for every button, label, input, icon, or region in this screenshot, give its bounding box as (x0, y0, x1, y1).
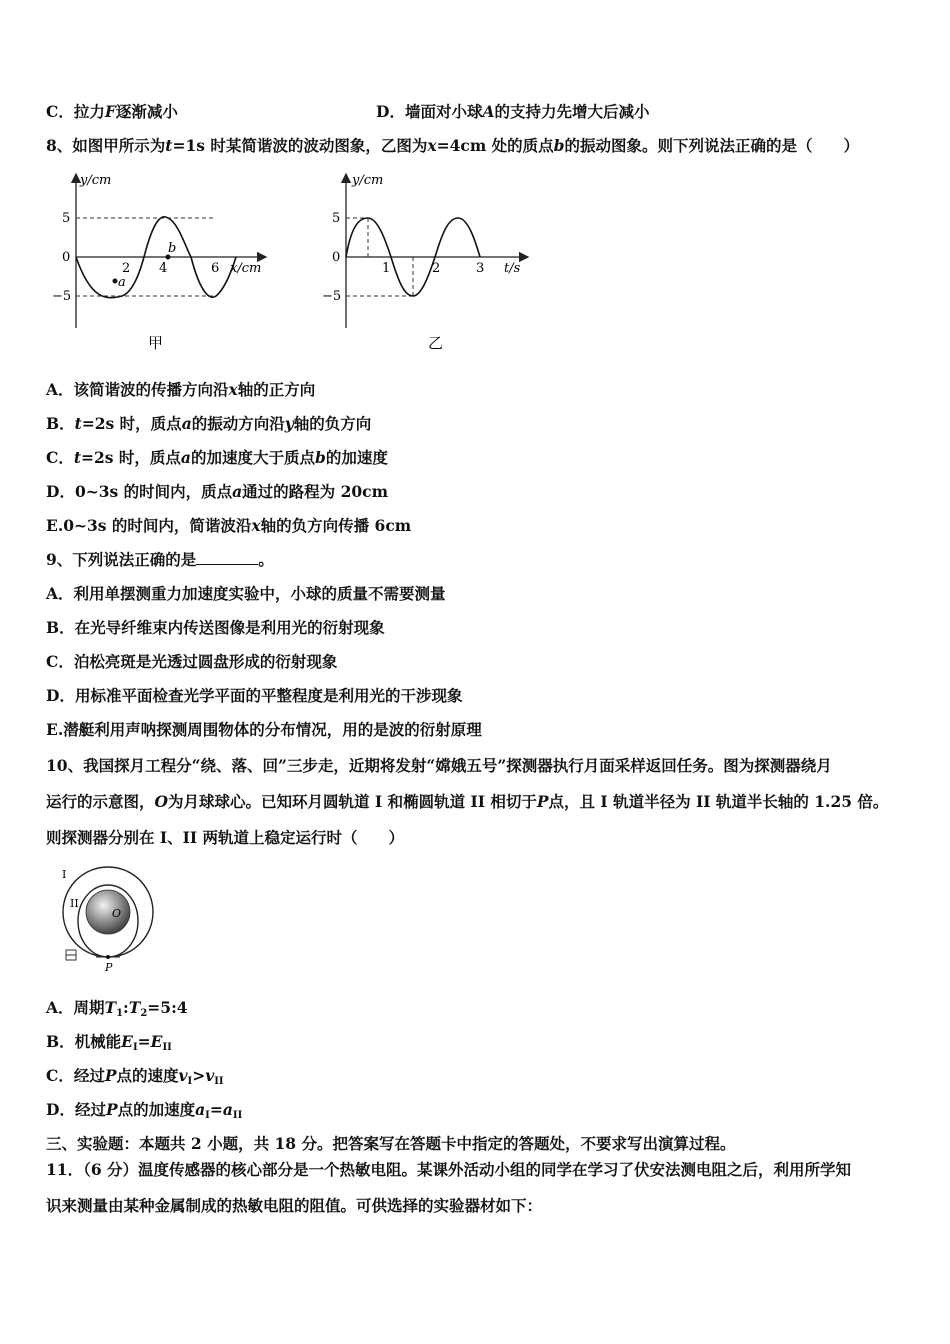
jia-xtick-4: 4 (159, 261, 168, 276)
q9-option-e: E.潜艇利用声呐探测周围物体的分布情况，用的是波的衍射原理 (46, 720, 482, 739)
q10-option-d: D．经过P点的加速度$a_I=a_{II}$ (46, 1100, 243, 1121)
yi-xtick-2: 2 (432, 261, 441, 276)
yi-xtick-3: 3 (476, 261, 485, 276)
q10-stem-line2: 运行的示意图，O为月球球心。已知环月圆轨道 I 和椭圆轨道 II 相切于P点，且 I 轨道半径为 II 轨道半长轴的 1.25 倍。 (46, 792, 889, 811)
yi-ylabel: y/cm (352, 173, 384, 188)
q8-option-a: A．该简谐波的传播方向沿x轴的正方向 (46, 380, 316, 399)
jia-xlabel: x/cm (230, 261, 262, 276)
jia-ytick-5: 5 (62, 211, 71, 226)
q8-stem: 8、如图甲所示为t=1s 时某简谐波的波动图象，乙图为x=4cm 处的质点b的振动图象。则下列说法正确的是（ ） (46, 136, 859, 155)
point-a-dot (113, 279, 118, 284)
q8-option-d: D．0~3s 的时间内，质点a通过的路程为 20cm (46, 482, 388, 501)
center-o-label: O (112, 907, 122, 920)
q9-stem: 9、下列说法正确的是 。 (46, 550, 274, 569)
point-p-label: P (105, 961, 113, 974)
yi-ytick-0: 0 (332, 250, 341, 265)
q10-option-c: C．经过P点的速度$v_I>v_{II}$ (46, 1066, 224, 1087)
q10-option-b: B．机械能$E_I=E_{II}$ (46, 1032, 172, 1053)
moon-sphere (86, 890, 130, 934)
q8-option-e: E.0~3s 的时间内，简谐波沿x轴的负方向传播 6cm (46, 516, 412, 535)
yi-ytick-5: 5 (332, 211, 341, 226)
figure-lunar-orbits (56, 862, 166, 977)
q11-stem-line1: 11．（6 分）温度传感器的核心部分是一个热敏电阻。某课外活动小组的同学在学习了伏安法测电阻之后，利用所学知 (46, 1160, 852, 1179)
jia-ytick-neg5: −5 (52, 289, 72, 304)
q11-stem-line2: 识来测量由某种金属制成的热敏电阻的阻值。可供选择的实验器材如下： (46, 1196, 543, 1215)
jia-xtick-6: 6 (211, 261, 220, 276)
point-b-label: b (168, 241, 177, 256)
q10-option-a: A．周期$T_1:T_2=5:4$ (46, 998, 188, 1019)
q9-option-d: D．用标准平面检查光学平面的平整程度是利用光的干涉现象 (46, 686, 463, 705)
point-p-dot (106, 955, 110, 959)
yi-ytick-neg5: −5 (322, 289, 342, 304)
q10-stem-line3: 则探测器分别在 I、II 两轨道上稳定运行时（ ） (46, 828, 405, 847)
yi-caption: 乙 (428, 334, 444, 352)
point-a-label: a (118, 275, 126, 290)
q9-option-a: A．利用单摆测重力加速度实验中，小球的质量不需要测量 (46, 584, 446, 603)
answer-blank (196, 550, 258, 565)
orbit-i-label: I (62, 868, 67, 881)
yi-xtick-1: 1 (382, 261, 391, 276)
figure-yi-vibration-graph (318, 168, 548, 358)
q9-option-b: B．在光导纤维束内传送图像是利用光的衍射现象 (46, 618, 385, 637)
jia-xtick-2: 2 (122, 261, 131, 276)
prev-option-c: C．拉力F逐渐减小 (46, 102, 178, 121)
q8-option-b: B．t=2s 时，质点a的振动方向沿y轴的负方向 (46, 414, 372, 433)
yi-xlabel: t/s (504, 261, 521, 276)
q10-stem-line1: 10、我国探月工程分“绕、落、回”三步走，近期将发射“嫦娥五号”探测器执行月面采样返回任务。图为探测器绕月 (46, 756, 832, 775)
jia-caption: 甲 (148, 334, 164, 352)
orbit-ii-label: II (70, 897, 79, 910)
q8-option-c: C．t=2s 时，质点a的加速度大于质点b的加速度 (46, 448, 388, 467)
prev-option-d: D．墙面对小球A的支持力先增大后减小 (376, 102, 650, 121)
jia-ytick-0: 0 (62, 250, 71, 265)
jia-ylabel: y/cm (80, 173, 112, 188)
section-three-heading: 三、实验题：本题共 2 小题，共 18 分。把答案写在答题卡中指定的答题处，不要求写出演算过程。 (46, 1134, 736, 1153)
figure-jia-wave-graph (46, 168, 286, 358)
q9-option-c: C．泊松亮斑是光透过圆盘形成的衍射现象 (46, 652, 338, 671)
